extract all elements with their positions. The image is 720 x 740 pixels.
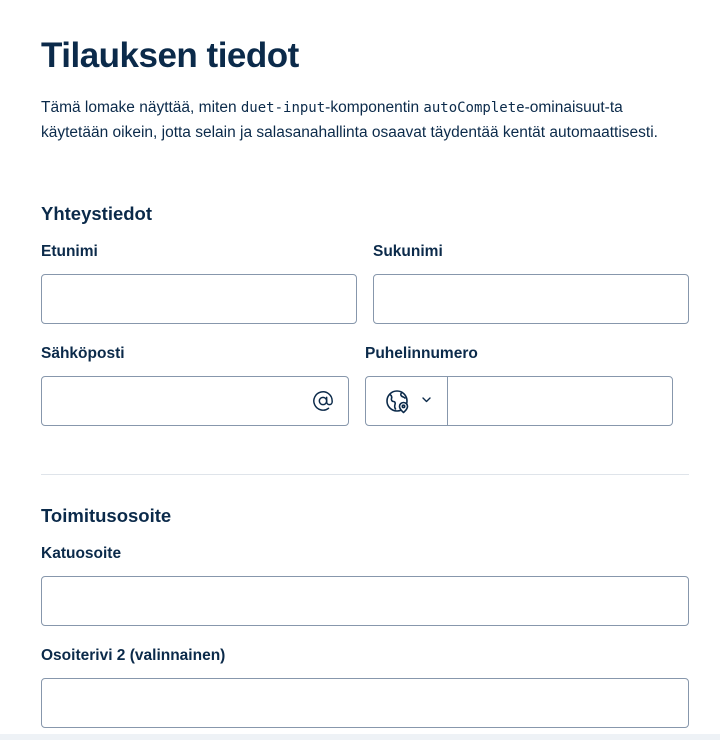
intro-part-3: -ominaisuut-ta käytetään oikein, jotta selain ja salasanahallinta osaavat täydentää kentät automaattisesti.: [41, 99, 658, 141]
viewport-bottom-edge: [0, 734, 720, 740]
first-name-label: Etunimi: [41, 243, 98, 260]
email-field: [41, 376, 349, 426]
first-name-field: [41, 274, 357, 324]
street-label: Katuosoite: [41, 545, 122, 562]
street-input[interactable]: [42, 577, 688, 625]
page-title: Tilauksen tiedot: [41, 36, 299, 75]
street-field: [41, 576, 689, 626]
intro-part-2: -komponentin: [325, 99, 424, 116]
contact-heading: Yhteystiedot: [41, 203, 153, 224]
phone-input[interactable]: [448, 377, 672, 425]
section-divider: [41, 474, 689, 475]
address-line-2-field: [41, 678, 689, 728]
chevron-down-icon: [422, 397, 431, 403]
email-label: Sähköposti: [41, 345, 125, 362]
intro-code-autocomplete: autoComplete: [423, 100, 525, 116]
intro-code-duet-input: duet-input: [240, 100, 326, 116]
phone-field: [365, 376, 673, 426]
globe-icon: [385, 388, 411, 414]
phone-label: Puhelinnumero: [365, 345, 478, 362]
address-line-2-input[interactable]: [42, 679, 688, 727]
country-code-select[interactable]: [366, 377, 448, 425]
last-name-input[interactable]: [374, 275, 688, 323]
email-input[interactable]: [42, 377, 348, 425]
intro-text: [41, 96, 689, 145]
last-name-label: Sukunimi: [373, 243, 443, 260]
intro-part-1: Tämä lomake näyttää, miten: [41, 99, 241, 116]
at-sign-icon: [312, 390, 334, 412]
first-name-input[interactable]: [42, 275, 356, 323]
address-line-2-label: Osoiterivi 2 (valinnainen): [41, 647, 226, 664]
shipping-heading: Toimitusosoite: [41, 505, 172, 526]
last-name-field: [373, 274, 689, 324]
